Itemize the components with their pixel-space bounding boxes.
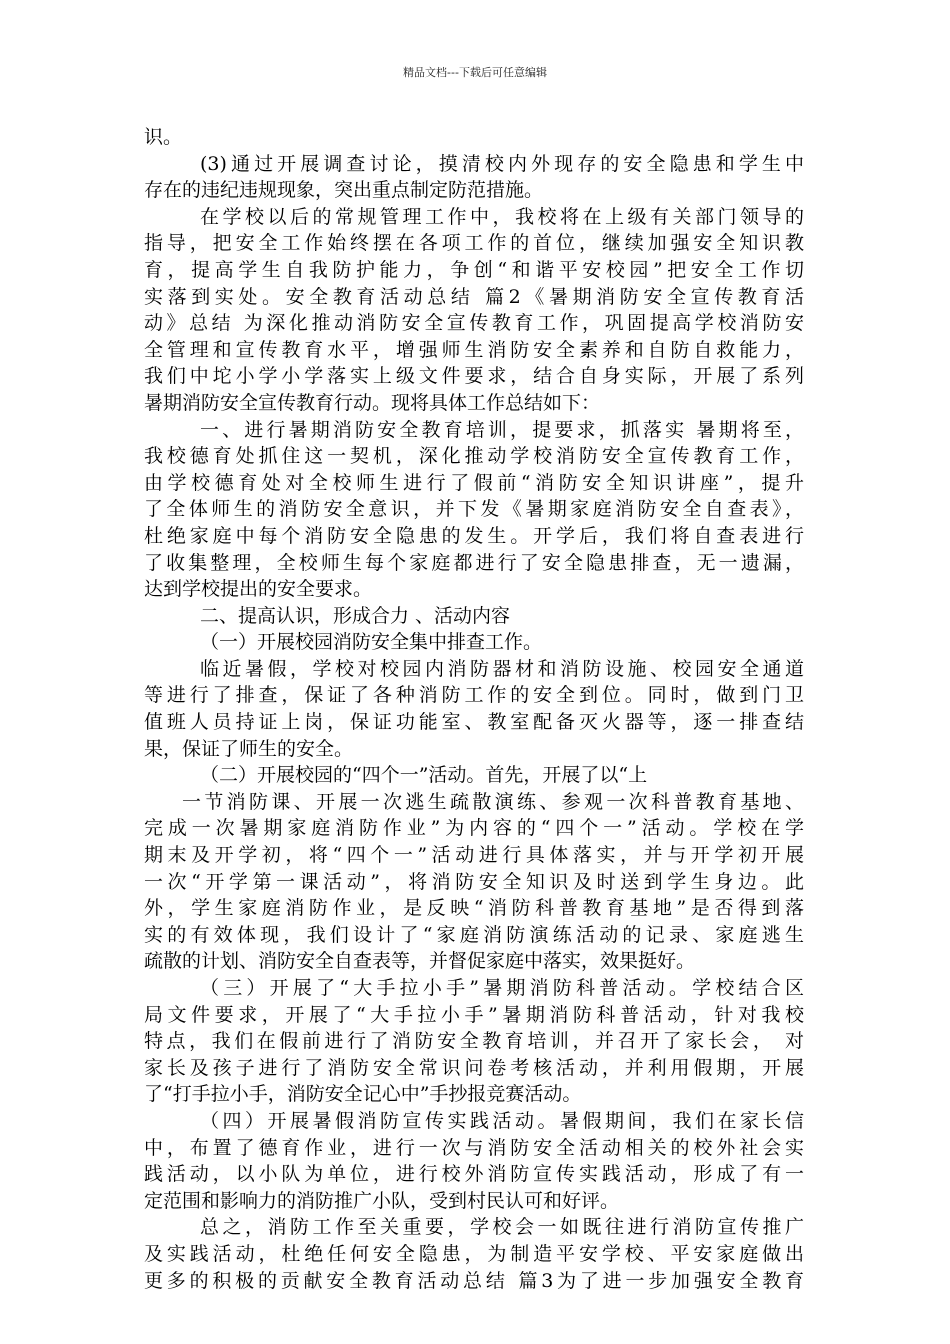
text-line: 一次“开学第一课活动”，将消防安全知识及时送到学生身边。此 — [144, 870, 804, 893]
text-line: 识。 — [144, 126, 183, 148]
text-line: 果，保证了师生的安全。 — [144, 737, 354, 760]
text-line: 期末及开学初，将“四个一”活动进行具体落实，并与开学初开展 — [144, 844, 804, 867]
text-line: 外，学生家庭消防作业，是反映“消防科普教育基地”是否得到落 — [144, 897, 804, 920]
text-line: 一、进行暑期消防安全教育培训，提要求，抓落实 暑期将至， — [200, 418, 804, 441]
text-line: 及实践活动，杜绝任何安全隐患，为制造平安学校、平安家庭做出 — [144, 1242, 804, 1265]
text-line: (3)通过开展调查讨论，摸清校内外现存的安全隐患和学生中 — [200, 152, 804, 175]
text-line: （二）开展校园的“四个一”活动。首先，开展了以“上 — [200, 764, 648, 787]
text-line: 二、提高认识，形成合力 、活动内容 — [200, 604, 511, 627]
text-line: 了全体师生的消防安全意识，并下发《暑期家庭消防安全自查表》， — [144, 498, 804, 521]
text-line: 暑期消防安全宣传教育行动。现将具体工作总结如下： — [144, 391, 601, 414]
text-line: 践活动，以小队为单位，进行校外消防宣传实践活动，形成了有一 — [144, 1163, 804, 1186]
text-line: （四）开展暑假消防宣传实践活动。暑假期间，我们在家长信 — [200, 1109, 804, 1132]
page-header: 精品文档---下载后可任意编辑 — [403, 66, 547, 79]
document-body — [144, 124, 804, 1294]
text-line: 更多的积极的贡献安全教育活动总结 篇3为了进一步加强安全教育 — [144, 1269, 804, 1292]
text-line: 在学校以后的常规管理工作中，我校将在上级有关部门领导的 — [200, 205, 804, 228]
text-line: 杜绝家庭中每个消防安全隐患的发生。开学后，我们将自查表进行 — [144, 524, 804, 547]
text-line: 一节消防课、开展一次逃生疏散演练、参观一次科普教育基地、 — [182, 790, 804, 813]
text-line: 临近暑假，学校对校园内消防器材和消防设施、校园安全通道 — [200, 657, 804, 680]
text-line: 总之，消防工作至关重要，学校会一如既往进行消防宣传推广 — [200, 1216, 804, 1239]
text-line: 中，布置了德育作业，进行一次与消防安全活动相关的校外社会实 — [144, 1136, 804, 1159]
text-line: 达到学校提出的安全要求。 — [144, 578, 373, 601]
text-line: 值班人员持证上岗，保证功能室、教室配备灭火器等，逐一排查结 — [144, 711, 804, 734]
text-line: （三）开展了“大手拉小手”暑期消防科普活动。学校结合区 — [200, 977, 804, 999]
text-line: 动》总结 为深化推动消防安全宣传教育工作，巩固提高学校消防安 — [144, 312, 804, 335]
text-line: 我们中坨小学小学落实上级文件要求，结合自身实际，开展了系列 — [144, 365, 804, 388]
text-line: 实的有效体现，我们设计了“家庭消防演练活动的记录、家庭逃生 — [144, 923, 804, 946]
text-line: 全管理和宣传教育水平，增强师生消防安全素养和自防自救能力， — [144, 338, 804, 361]
text-line: 我校德育处抓住这一契机，深化推动学校消防安全宣传教育工作， — [144, 445, 804, 468]
text-line: 定范围和影响力的消防推广小队，受到村民认可和好评。 — [144, 1189, 620, 1212]
text-line: （一）开展校园消防安全集中排查工作。 — [200, 631, 543, 654]
text-line: 育，提高学生自我防护能力，争创“和谐平安校园”把安全工作切 — [144, 258, 804, 281]
text-line: 了收集整理，全校师生每个家庭都进行了安全隐患排查，无一遗漏， — [144, 551, 804, 574]
text-line: 局文件要求，开展了“大手拉小手”暑期消防科普活动，针对我校 — [144, 1003, 804, 1026]
text-line: 由学校德育处对全校师生进行了假前“消防安全知识讲座”，提升 — [144, 471, 804, 494]
text-line: 特点，我们在假前进行了消防安全教育培训，并召开了家长会， 对 — [144, 1030, 804, 1053]
text-line: 等进行了排查，保证了各种消防工作的安全到位。同时，做到门卫 — [144, 684, 804, 707]
text-line: 了“打手拉小手，消防安全记心中”手抄报竞赛活动。 — [144, 1083, 582, 1106]
text-line: 家长及孩子进行了消防安全常识问卷考核活动，并利用假期，开展 — [144, 1056, 804, 1079]
text-line: 实落到实处。安全教育活动总结 篇2《暑期消防安全宣传教育活 — [144, 285, 804, 308]
text-line: 疏散的计划、消防安全自查表等，并督促家庭中落实，效果挺好。 — [144, 950, 696, 973]
text-line: 指导，把安全工作始终摆在各项工作的首位，继续加强安全知识教 — [144, 232, 804, 255]
text-line: 存在的违纪违规现象，突出重点制定防范措施。 — [144, 179, 544, 202]
text-line: 完成一次暑期家庭消防作业”为内容的“四个一”活动。学校在学 — [144, 817, 804, 840]
